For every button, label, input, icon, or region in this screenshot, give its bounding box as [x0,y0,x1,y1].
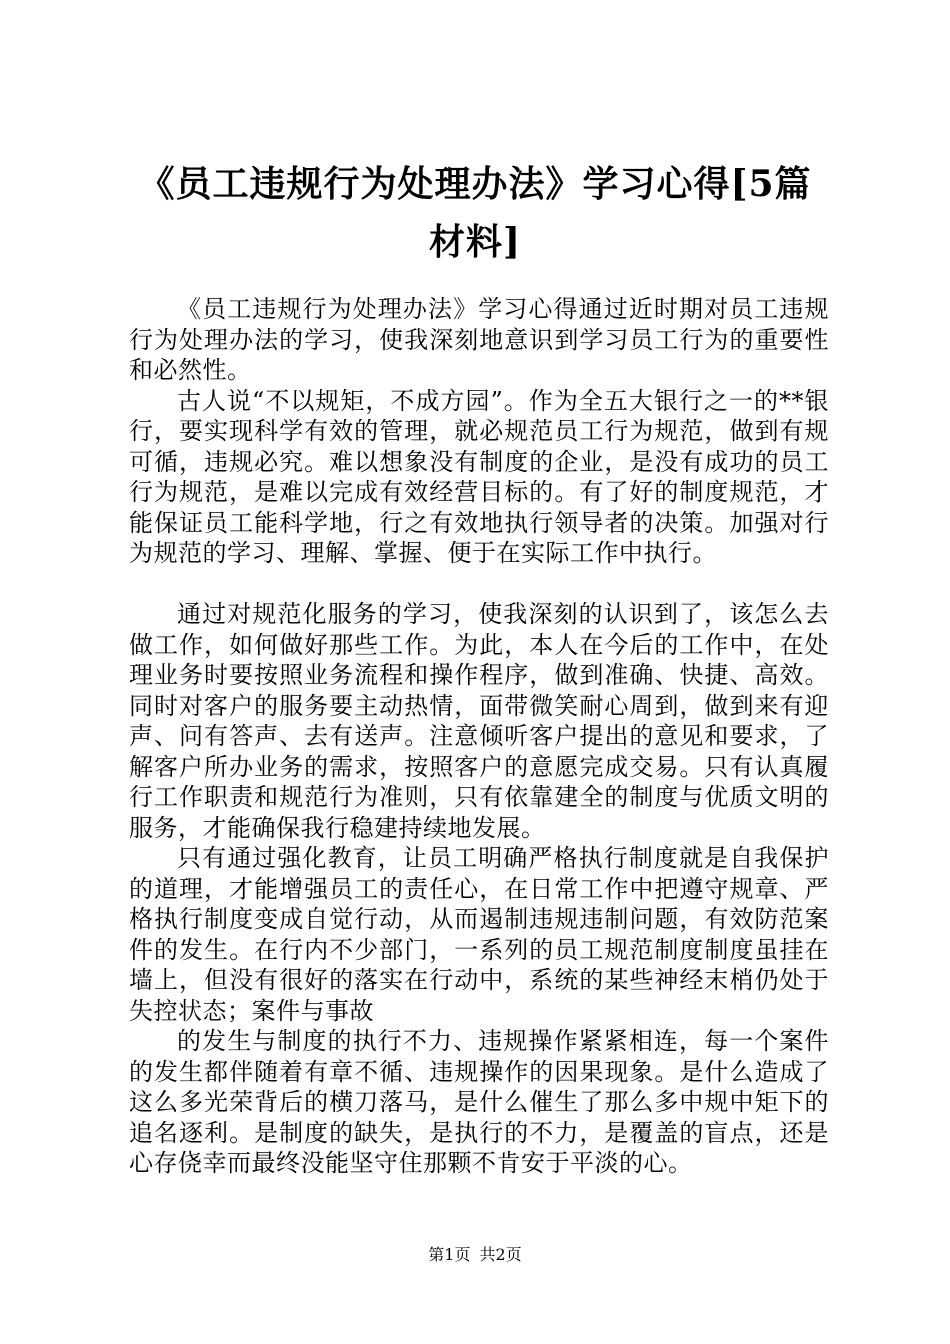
paragraph-rules: 古人说“不以规矩，不成方园”。作为全五大银行之一的**银行，要实现科学有效的管理，就必规范员工行为规范，做到有规可循，违规必究。难以想象没有制度的企业，是没有成功的员工行为规范，是难以完成有效经营目标的。有了好的制度规范，才能保证员工能科学地，行之有效地执行领导者的决策。加强对行为规范的学习、理解、掌握、便于在实际工作中执行。 [129,386,829,567]
paragraph-education: 只有通过强化教育，让员工明确严格执行制度就是自我保护的道理，才能增强员工的责任心，在日常工作中把遵守规章、严格执行制度变成自觉行动，从而遏制违规违制问题，有效防范案件的发生。在行内不少部门，一系列的员工规范制度制度虽挂在墙上，但没有很好的落实在行动中，系统的某些神经末梢仍处于失控状态；案件与事故 [129,844,829,1025]
page-number: 第1页 [428,1245,471,1264]
paragraph-cases: 的发生与制度的执行不力、违规操作紧紧相连，每一个案件的发生都伴随着有章不循、违规操作的因果现象。是什么造成了这么多光荣背后的横刀落马，是什么催生了那么多中规中矩下的追名逐利。是制度的缺失，是执行的不力，是覆盖的盲点，还是心存侥幸而最终没能坚守住那颗不肯安于平淡的心。 [129,1027,829,1177]
document-body [129,294,829,1179]
page-footer [0,1245,950,1265]
page-total: 共2页 [479,1245,522,1264]
document-title: 《员工违规行为处理办法》学习心得[5篇材料] [138,163,812,263]
paragraph-intro: 《员工违规行为处理办法》学习心得通过近时期对员工违规行为处理办法的学习，使我深刻地意识到学习员工行为的重要性和必然性。 [129,295,829,384]
paragraph-service: 通过对规范化服务的学习，使我深刻的认识到了，该怎么去做工作，如何做好那些工作。为此，本人在今后的工作中，在处理业务时要按照业务流程和操作程序，做到准确、快捷、高效。同时对客户的服务要主动热情，面带微笑耐心周到，做到来有迎声、问有答声、去有送声。注意倾听客户提出的意见和要求，了解客户所办业务的需求，按照客户的意愿完成交易。只有认真履行工作职责和规范行为准则，只有依靠建全的制度与优质文明的服务，才能确保我行稳建持续地发展。 [129,600,829,842]
